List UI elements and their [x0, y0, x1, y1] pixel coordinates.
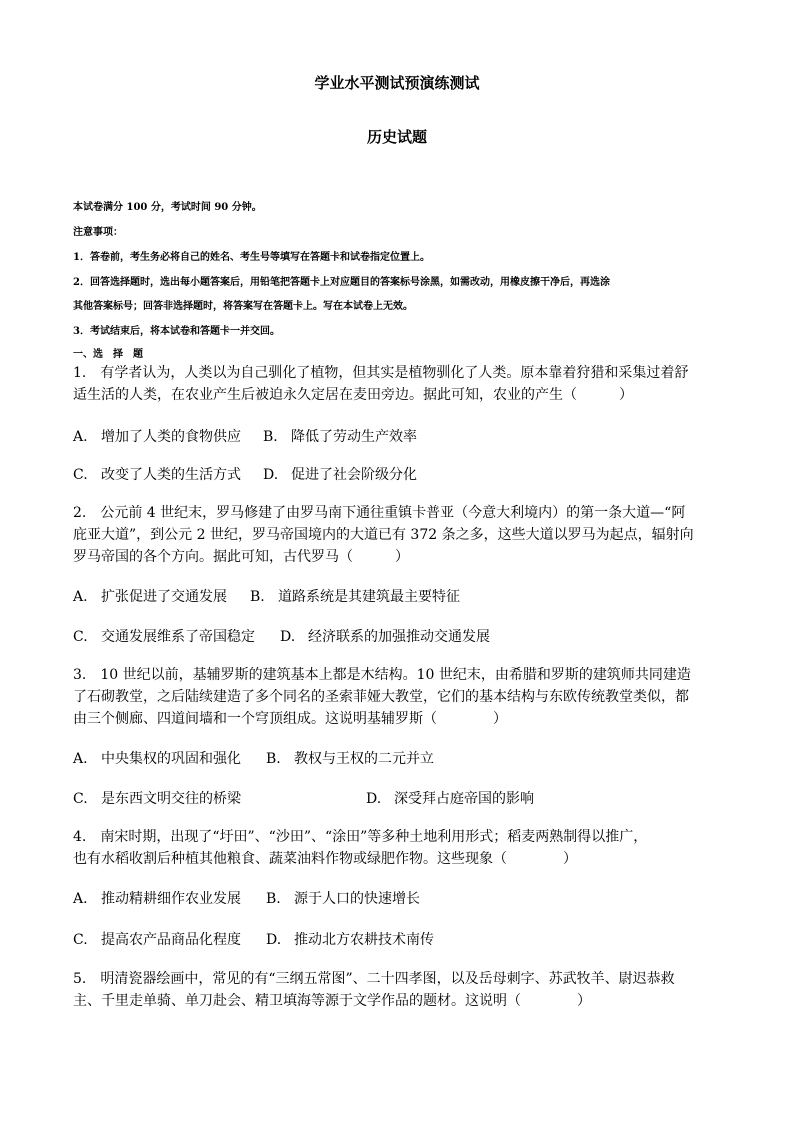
section-heading: 一、选 择 题 [73, 349, 143, 360]
q2-option-a [73, 586, 227, 606]
exam-subtitle: 历史试题 [366, 128, 427, 146]
question-3-line-2: 了石砌教堂，之后陆续建造了多个同名的圣索菲娅大教堂，它们的基本结构与东欧传统教堂类似，都 [73, 689, 689, 705]
option-letter: C. [73, 629, 88, 645]
option-letter: D. [280, 629, 296, 645]
q4-option-c [73, 929, 241, 949]
question-4-line-2: 也有水稻收割后种植其他粮食、蔬菜油料作物或绿肥作物。这些现象（ ） [73, 851, 577, 867]
option-text: 促进了社会阶级分化 [291, 467, 417, 483]
question-2-line-2: 庇亚大道”，到公元 2 世纪，罗马帝国境内的大道已有 372 条之多，这些大道以罗马为起点，辐射向 [73, 527, 694, 543]
option-letter: B. [250, 589, 265, 605]
option-letter: A. [73, 429, 88, 445]
option-text: 中央集权的巩固和强化 [101, 751, 241, 767]
q3-option-d [366, 788, 534, 808]
q4-option-b [266, 888, 420, 908]
option-letter: D. [266, 932, 282, 948]
q4-option-d [266, 929, 434, 949]
question-1-line-2: 适生活的人类，在农业产生后被迫永久定居在麦田旁边。据此可知，农业的产生（ ） [73, 387, 633, 403]
option-text: 推动北方农耕技术南传 [294, 932, 434, 948]
option-text: 扩张促进了交通发展 [101, 589, 227, 605]
option-letter: D. [263, 467, 279, 483]
question-2-line-1: 2. 公元前 4 世纪末，罗马修建了由罗马南下通往重镇卡普亚（今意大利境内）的第一条大道—“阿 [73, 505, 686, 521]
notice-item-2-line-1: 2．回答选择题时，选出每小题答案后，用铅笔把答题卡上对应题目的答案标号涂黑，如需改动，用橡皮擦干净后，再选涂 [73, 277, 610, 288]
score-time-note: 本试卷满分 100 分，考试时间 90 分钟。 [73, 202, 262, 213]
option-text: 源于人口的快速增长 [294, 891, 420, 907]
option-text: 提高农产品商品化程度 [101, 932, 241, 948]
option-letter: A. [73, 891, 88, 907]
exam-title: 学业水平测试预演练测试 [314, 74, 480, 92]
option-text: 是东西文明交往的桥梁 [101, 791, 241, 807]
question-3-line-1: 3. 10 世纪以前，基辅罗斯的建筑基本上都是木结构。10 世纪末，由希腊和罗斯的建筑师共同建造 [73, 667, 691, 683]
question-1-line-1: 1. 有学者认为，人类以为自己驯化了植物，但其实是植物驯化了人类。原本靠着狩猎和采集过着舒 [73, 365, 689, 381]
q3-option-a [73, 748, 241, 768]
option-text: 经济联系的加强推动交通发展 [308, 629, 490, 645]
q2-option-d [280, 626, 490, 646]
option-letter: C. [73, 467, 88, 483]
question-5-line-2: 主、千里走单骑、单刀赴会、精卫填海等源于文学作品的题材。这说明（ ） [73, 993, 591, 1009]
option-text: 深受拜占庭帝国的影响 [394, 791, 534, 807]
option-text: 改变了人类的生活方式 [101, 467, 241, 483]
q4-option-a [73, 888, 241, 908]
notice-item-2-line-2: 其他答案标号；回答非选择题时，将答案写在答题卡上。写在本试卷上无效。 [73, 301, 413, 312]
q1-option-d [263, 464, 417, 484]
option-text: 道路系统是其建筑最主要特征 [278, 589, 460, 605]
notice-item-3: 3．考试结束后，将本试卷和答题卡一并交回。 [73, 326, 280, 337]
option-letter: B. [263, 429, 278, 445]
option-text: 交通发展维系了帝国稳定 [101, 629, 255, 645]
option-letter: A. [73, 589, 88, 605]
option-letter: D. [366, 791, 382, 807]
question-3-line-3: 由三个侧廊、四道间墙和一个穹顶组成。这说明基辅罗斯（ ） [73, 711, 507, 727]
option-letter: B. [266, 751, 281, 767]
q3-option-b [266, 748, 434, 768]
q3-option-c [73, 788, 241, 808]
question-4-line-1: 4. 南宋时期，出现了“圩田”、“沙田”、“涂田”等多种土地利用形式；稻麦两熟制得以推广， [73, 829, 648, 845]
option-text: 教权与王权的二元并立 [294, 751, 434, 767]
notice-heading: 注意事项： [73, 227, 123, 238]
q2-option-c [73, 626, 255, 646]
option-letter: C. [73, 791, 88, 807]
question-5-line-1: 5. 明清瓷器绘画中，常见的有“三纲五常图”、二十四孝图，以及岳母刺字、苏武牧羊、尉迟恭救 [73, 971, 675, 987]
notice-item-1: 1．答卷前，考生务必将自己的姓名、考生号等填写在答题卡和试卷指定位置上。 [73, 252, 430, 263]
q1-option-a [73, 426, 241, 446]
option-letter: C. [73, 932, 88, 948]
option-letter: B. [266, 891, 281, 907]
q1-option-b [263, 426, 417, 446]
q1-option-c [73, 464, 241, 484]
option-text: 推动精耕细作农业发展 [101, 891, 241, 907]
option-text: 增加了人类的食物供应 [101, 429, 241, 445]
option-letter: A. [73, 751, 88, 767]
option-text: 降低了劳动生产效率 [291, 429, 417, 445]
question-2-line-3: 罗马帝国的各个方向。据此可知，古代罗马（ ） [73, 549, 409, 565]
q2-option-b [250, 586, 460, 606]
